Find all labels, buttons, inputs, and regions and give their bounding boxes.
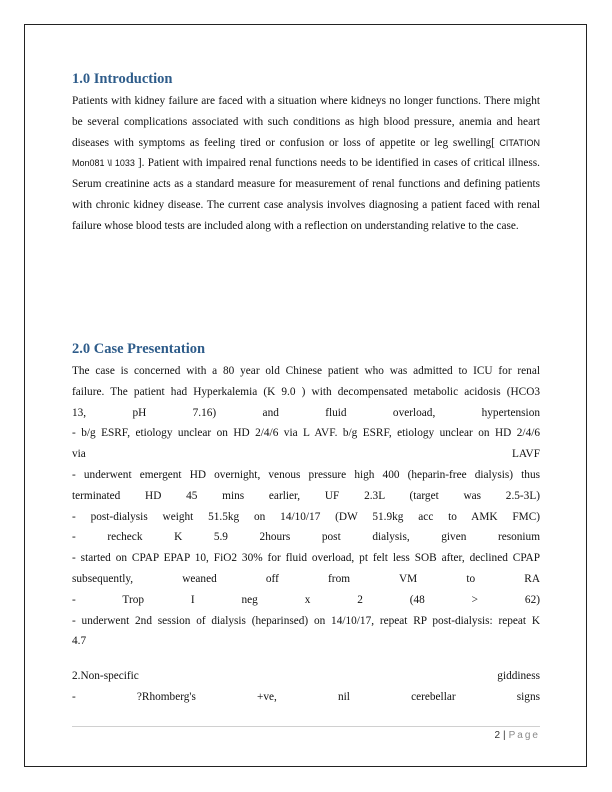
case-line: - underwent 2nd session of dialysis (heparinsed) on 14/10/17, repeat RP post-dialysis: repeat K [72,614,540,627]
non-specific-section [72,666,540,708]
case-line: via [72,448,86,461]
case-line: - post-dialysis weight 51.5kg on 14/10/17 (DW 51.9kg acc to AMK FMC) [72,510,540,523]
introduction-section [72,70,540,237]
case-line: - started on CPAP EPAP 10, FiO2 30% for fluid overload, pt felt less SOB after, declined CPAP [72,552,540,565]
case-line: subsequently, weaned off from VM to RA [72,572,540,585]
introduction-paragraph [72,91,540,237]
case-presentation-heading: 2.0 Case Presentation [72,341,206,357]
case-line: 13, pH 7.16) and fluid overload, hypertension [72,406,540,419]
case-line: failure. The patient had Hyperkalemia (K 9.0 ) with decompensated metabolic acidosis (HCO3 [72,385,540,398]
case-presentation-section [72,340,540,652]
case-line: - underwent emergent HD overnight, venous pressure high 400 (heparin-free dialysis) thus [72,468,540,481]
case-line: terminated HD 45 mins earlier, UF 2.3L (target was 2.5-3L) [72,489,540,502]
intro-text-part-1: Patients with kidney failure are faced with a situation where kidneys no longer functions. There might be several complications associated with such conditions as high blood pressure, anemia and heart diseases with symptoms as feeling tired or confusion or loss of appetite or leg swelling[ [72,95,540,149]
case-line: The case is concerned with a 80 year old Chinese patient who was admitted to ICU for renal [72,365,540,377]
intro-text-part-2: ]. Patient with impaired renal functions needs to be identified in cases of critical illness. Serum creatinine acts as a standard measure for measurement of renal functions and defining patients with chronic kidney disease. The current case analysis involves diagnosing a patient faced with renal failure whose blood tests are included along with a reflection on understanding relative to the case. [72,157,541,232]
non-specific-line: 2.Non-specific giddiness [72,670,540,682]
case-line: 4.7 [72,635,87,648]
case-line: - recheck K 5.9 2hours post dialysis, given resonium [72,531,540,544]
citation-field: CITATION Mon081 \l 1033 [72,137,540,169]
page-footer [72,726,540,741]
case-line: - b/g ESRF, etiology unclear on HD 2/4/6 via L AVF. b/g ESRF, etiology unclear on HD 2/4/6 [72,427,540,440]
page-number: 2 [494,730,501,741]
case-line: - Trop I neg x 2 (48 > 62) [72,593,540,606]
footer-separator: | [503,730,506,741]
case-line: LAVF [511,448,540,461]
page-label: Page [508,730,540,741]
non-specific-line: - ?Rhomberg's +ve, nil cerebellar signs [72,690,540,703]
introduction-heading: 1.0 Introduction [72,71,173,87]
